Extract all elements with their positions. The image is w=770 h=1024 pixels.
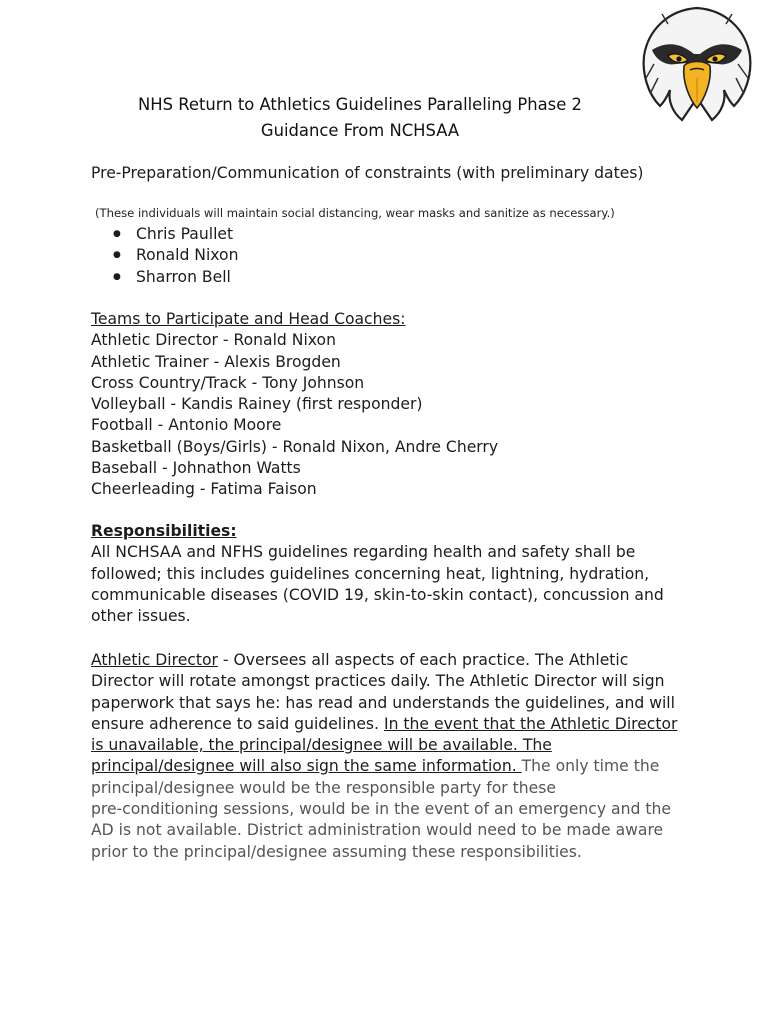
paragraph-line: pre-conditioning sessions, would be in the event of an emergency and the [91,800,671,819]
team-item: Football - Antonio Moore [91,416,282,435]
athletic-director-section [91,650,691,863]
paragraph-line: other issues. [91,607,191,626]
title-line-2: Guidance From NCHSAA [260,121,460,140]
intro-text: Pre-Preparation/Communication of constraints (with preliminary dates) [91,164,644,182]
paragraph-line: All NCHSAA and NFHS guidelines regarding health and safety shall be [91,543,636,562]
ad-line-6-gray: The only time the [521,757,660,776]
teams-section [91,309,691,501]
team-item: Basketball (Boys/Girls) - Ronald Nixon, Andre Cherry [91,437,499,456]
ad-line-4-underlined: In the event that the Athletic Director [383,714,678,733]
team-item: Cheerleading - Fatima Faison [91,480,317,499]
paragraph-line: principal/designee would be the responsible party for these [91,778,556,797]
team-item: Athletic Trainer - Alexis Brogden [91,352,341,371]
team-item: Athletic Director - Ronald Nixon [91,331,336,350]
distancing-note: (These individuals will maintain social distancing, wear masks and sanitize as necessary.) [95,206,615,220]
team-item: Cross Country/Track - Tony Johnson [91,373,365,392]
paragraph-line: Director will rotate amongst practices daily. The Athletic Director will sign [91,672,665,691]
eagle-mascot-logo [638,4,756,124]
ad-line-1-rest: - Oversees all aspects of each practice. The Athletic [217,651,629,669]
paragraph-line [91,756,691,777]
people-list [113,224,238,288]
ad-line-4-plain: ensure adherence to said guidelines. [91,714,384,733]
team-item: Volleyball - Kandis Rainey (first responder) [91,395,423,414]
paragraph-line: paperwork that says he: has read and understands the guidelines, and will [91,693,675,712]
ad-label: Athletic Director [91,651,218,669]
paragraph-line: is unavailable, the principal/designee will be available. The [91,736,552,755]
list-item: ● Ronald Nixon [113,245,238,266]
list-item: ● Sharron Bell [113,267,238,288]
responsibilities-section [91,521,691,627]
paragraph-line: AD is not available. District administration would need to be made aware [91,821,664,840]
responsibilities-heading: Responsibilities: [91,522,237,540]
page-title [90,92,630,144]
list-item: ● Chris Paullet [113,224,238,245]
ad-line-6-underlined: principal/designee will also sign the same information. [91,757,522,776]
paragraph-line: communicable diseases (COVID 19, skin-to-skin contact), concussion and [91,585,664,604]
paragraph-line: followed; this includes guidelines concerning heat, lightning, hydration, [91,564,650,583]
team-item: Baseball - Johnathon Watts [91,459,301,478]
paragraph-line [91,714,691,735]
title-line-1: NHS Return to Athletics Guidelines Paralleling Phase 2 [138,95,582,114]
teams-heading: Teams to Participate and Head Coaches: [91,310,406,328]
paragraph-line: prior to the principal/designee assuming these responsibilities. [91,842,582,861]
paragraph-line [91,650,691,671]
